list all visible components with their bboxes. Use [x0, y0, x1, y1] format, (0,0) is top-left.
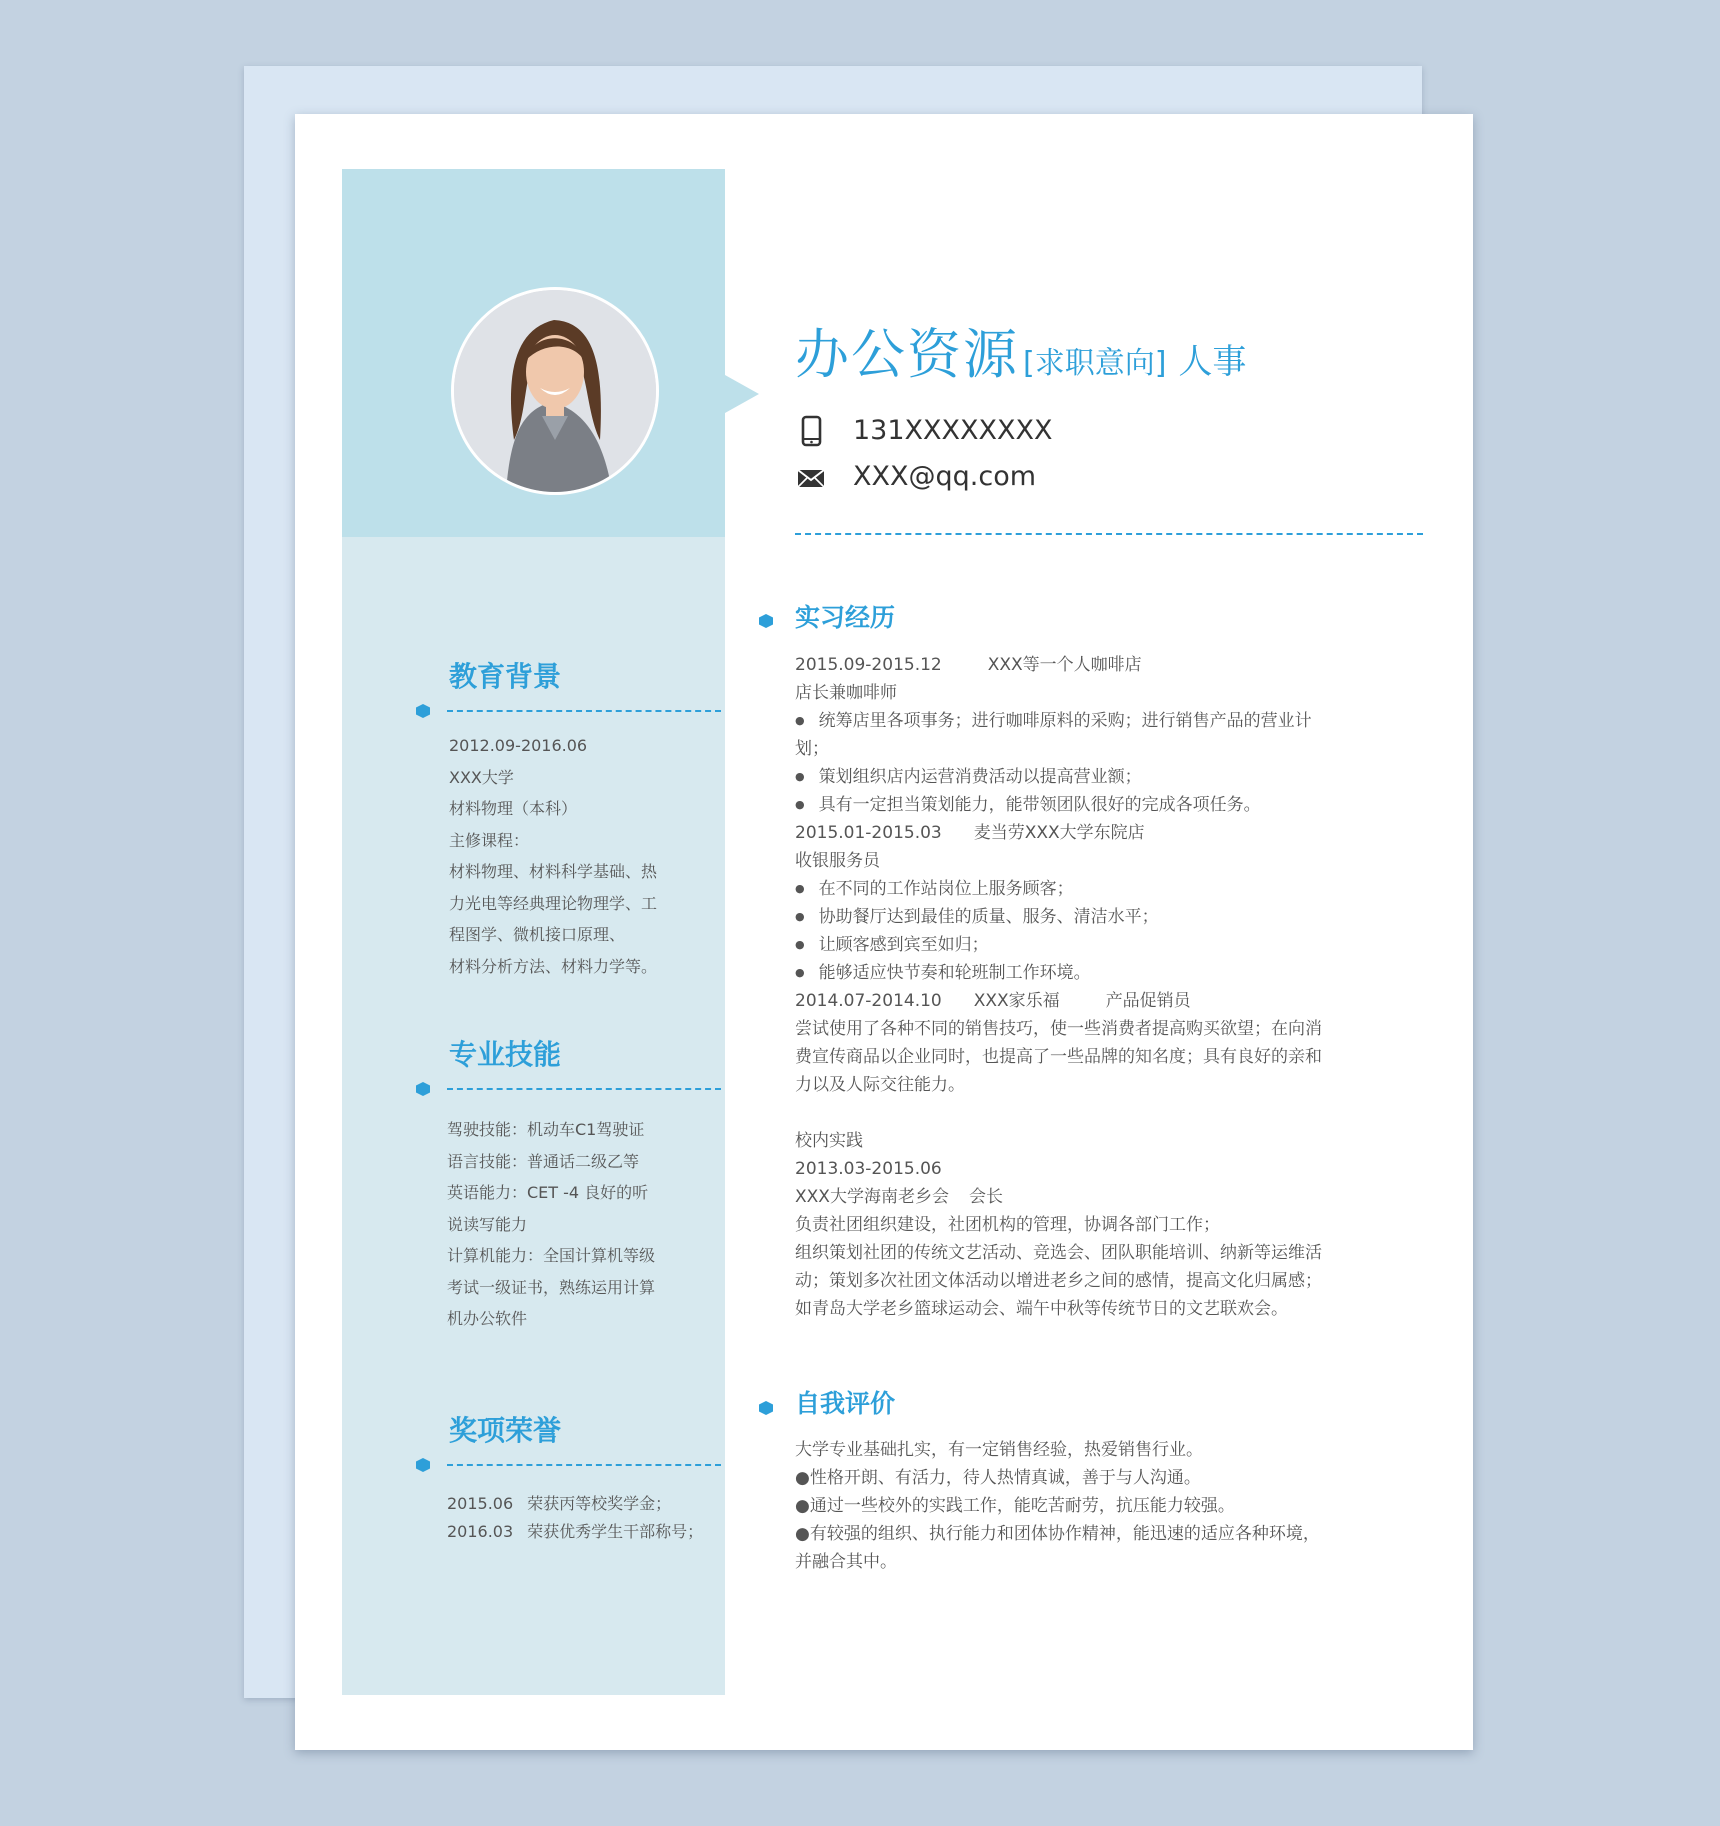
list-item: 驾驶技能：机动车C1驾驶证 [447, 1120, 645, 1139]
campus-label: 校内实践 [795, 1131, 863, 1151]
education-divider [447, 710, 721, 712]
internship-title: 实习经历 [795, 603, 896, 632]
awards-title: 奖项荣誉 [449, 1414, 562, 1447]
list-item: ● 让顾客感到宾至如归； [795, 931, 1325, 959]
list-item: 2015.06 荣获丙等校奖学金； [447, 1494, 672, 1513]
list-item: ● 协助餐厅达到最佳的质量、服务、清洁水平； [795, 903, 1325, 931]
list-item: XXX大学 [449, 767, 514, 787]
list-item: 2016.03 荣获优秀学生干部称号； [447, 1522, 704, 1541]
job-role: 收银服务员 [795, 851, 880, 871]
internship-list [795, 651, 1325, 1323]
campus-org: XXX大学海南老乡会 会长 [795, 1187, 1003, 1207]
list-item: 2012.09-2016.06 [449, 736, 588, 755]
list-item: 大学专业基础扎实，有一定销售经验，热爱销售行业。 [795, 1440, 1203, 1460]
phone-number: 131XXXXXXXX [853, 415, 1053, 446]
job-header: 2014.07-2014.10 XXX家乐福 产品促销员 [795, 991, 1191, 1011]
avatar-photo [454, 290, 656, 492]
list-item: ●有较强的组织、执行能力和团体协作精神，能迅速的适应各种环境，并融合其中。 [795, 1524, 1320, 1572]
profile-panel [342, 169, 725, 537]
email-address: XXX@qq.com [853, 461, 1037, 492]
self-eval-list [795, 1436, 1325, 1576]
list-item: ●性格开朗、有活力，待人热情真诚，善于与人沟通。 [795, 1468, 1201, 1488]
list-item: 说读写能力 [447, 1214, 528, 1234]
campus-period: 2013.03-2015.06 [795, 1159, 942, 1179]
skills-list [447, 1114, 655, 1335]
list-item: 机办公软件 [447, 1309, 528, 1328]
panel-pointer-right [725, 375, 759, 413]
job-role: 店长兼咖啡师 [795, 683, 897, 703]
list-item: 主修课程： [449, 830, 530, 850]
awards-list [447, 1490, 703, 1546]
list-item: ● 具有一定担当策划能力，能带领团队很好的完成各项任务。 [795, 791, 1325, 819]
list-item: 力光电等经典理论物理学、工 [449, 893, 658, 913]
skills-title: 专业技能 [449, 1038, 562, 1071]
job-header: 2015.01-2015.03 麦当劳XXX大学东院店 [795, 823, 1145, 843]
list-item: ● 统筹店里各项事务；进行咖啡原料的采购；进行销售产品的营业计划； [795, 707, 1325, 763]
phone-row [795, 414, 1053, 447]
list-item: 英语能力：CET -4 良好的听 [447, 1183, 649, 1202]
list-item: 程图学、微机接口原理、 [449, 925, 626, 944]
education-title: 教育背景 [449, 660, 562, 693]
list-item: ●通过一些校外的实践工作，能吃苦耐劳，抗压能力较强。 [795, 1496, 1235, 1516]
self-eval-title: 自我评价 [795, 1389, 896, 1418]
intent-tag: [求职意向] [1023, 346, 1167, 381]
candidate-name: 办公资源 [795, 323, 1019, 386]
education-list [449, 730, 657, 982]
list-item: ● 在不同的工作站岗位上服务顾客； [795, 875, 1325, 903]
list-item: ● 策划组织店内运营消费活动以提高营业额； [795, 763, 1325, 791]
phone-icon [795, 415, 827, 447]
list-item: ● 能够适应快节奏和轮班制工作环境。 [795, 959, 1325, 987]
list-item: 材料物理（本科） [449, 799, 578, 818]
job-header: 2015.09-2015.12 XXX等一个人咖啡店 [795, 655, 1142, 675]
skills-divider [447, 1088, 721, 1090]
email-row [795, 460, 1036, 493]
list-item: 语言技能：普通话二级乙等 [447, 1151, 640, 1171]
list-item: 计算机能力：全国计算机等级 [447, 1246, 656, 1265]
list-item: 材料物理、材料科学基础、热 [449, 862, 658, 881]
mail-icon [795, 461, 827, 493]
campus-line: 负责社团组织建设，社团机构的管理，协调各部门工作； [795, 1215, 1220, 1235]
campus-description: 组织策划社团的传统文艺活动、竞选会、团队职能培训、纳新等运维活动；策划多次社团文体活动以增进老乡之间的感情，提高文化归属感；如青岛大学老乡篮球运动会、端午中秋等传统节日的文艺联欢会。 [795, 1243, 1322, 1319]
list-item: 考试一级证书，熟练运用计算 [447, 1277, 656, 1297]
awards-divider [447, 1464, 721, 1466]
job-title: 人事 [1178, 342, 1247, 382]
avatar [451, 287, 659, 495]
name-heading [795, 312, 1246, 389]
list-item: 材料分析方法、材料力学等。 [449, 956, 658, 976]
job-description: 尝试使用了各种不同的销售技巧，使一些消费者提高购买欲望；在向消费宣传商品以企业同时，也提高了一些品牌的知名度；具有良好的亲和力以及人际交往能力。 [795, 1019, 1322, 1095]
header-divider [795, 533, 1423, 535]
